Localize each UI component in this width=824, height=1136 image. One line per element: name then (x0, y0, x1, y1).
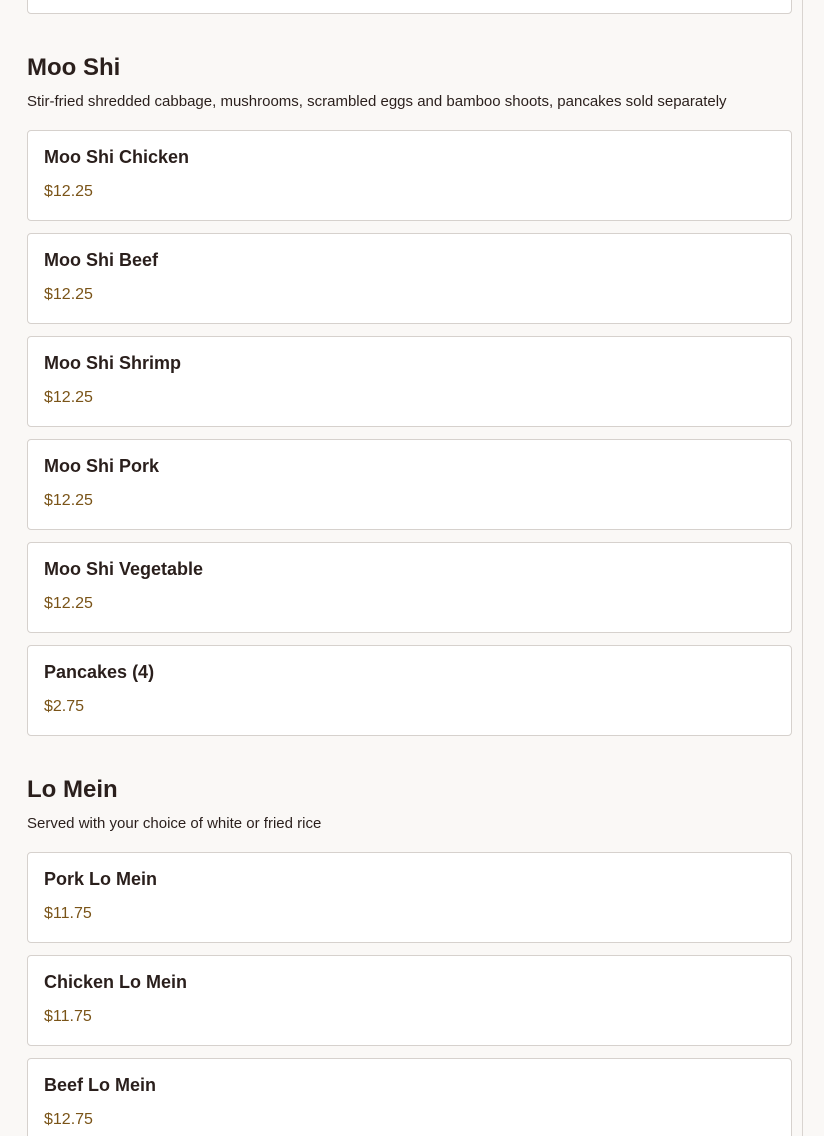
menu-item-card-previous[interactable] (27, 0, 792, 14)
menu-item-name: Pancakes (4) (44, 662, 155, 682)
menu-item-card[interactable] (27, 130, 792, 221)
menu-item-name: Moo Shi Beef (44, 250, 159, 270)
menu-item-price: $12.25 (44, 492, 93, 509)
menu-item-price: $12.25 (44, 183, 93, 200)
menu-item-card[interactable] (27, 645, 792, 736)
menu-item-card[interactable] (27, 336, 792, 427)
menu-item-name: Pork Lo Mein (44, 869, 158, 889)
menu-item-name: Beef Lo Mein (44, 1075, 157, 1095)
menu-item-card[interactable] (27, 439, 792, 530)
menu-item-price: $12.25 (44, 389, 93, 406)
menu-item-name: Moo Shi Vegetable (44, 559, 204, 579)
section-title-moo-shi: Moo Shi (27, 54, 121, 81)
menu-item-price: $12.25 (44, 595, 93, 612)
menu-item-name: Chicken Lo Mein (44, 972, 188, 992)
menu-item-name: Moo Shi Shrimp (44, 353, 181, 373)
menu-item-card[interactable] (27, 542, 792, 633)
menu-item-card[interactable] (27, 852, 792, 943)
menu-item-card[interactable] (27, 955, 792, 1046)
section-title-lo-mein: Lo Mein (27, 776, 118, 803)
menu-item-price: $12.25 (44, 286, 93, 303)
menu-item-name: Moo Shi Pork (44, 456, 160, 476)
menu-item-price: $12.75 (44, 1111, 93, 1128)
menu-item-name: Moo Shi Chicken (44, 147, 190, 167)
menu-item-price: $11.75 (44, 905, 92, 922)
menu-item-card[interactable] (27, 1058, 792, 1136)
menu-item-price: $11.75 (44, 1008, 92, 1025)
menu-item-card[interactable] (27, 233, 792, 324)
section-description-moo-shi: Stir-fried shredded cabbage, mushrooms, scrambled eggs and bamboo shoots, pancakes sold separately (27, 93, 727, 110)
section-description-lo-mein: Served with your choice of white or fried rice (27, 815, 322, 832)
menu-item-price: $2.75 (44, 698, 85, 715)
